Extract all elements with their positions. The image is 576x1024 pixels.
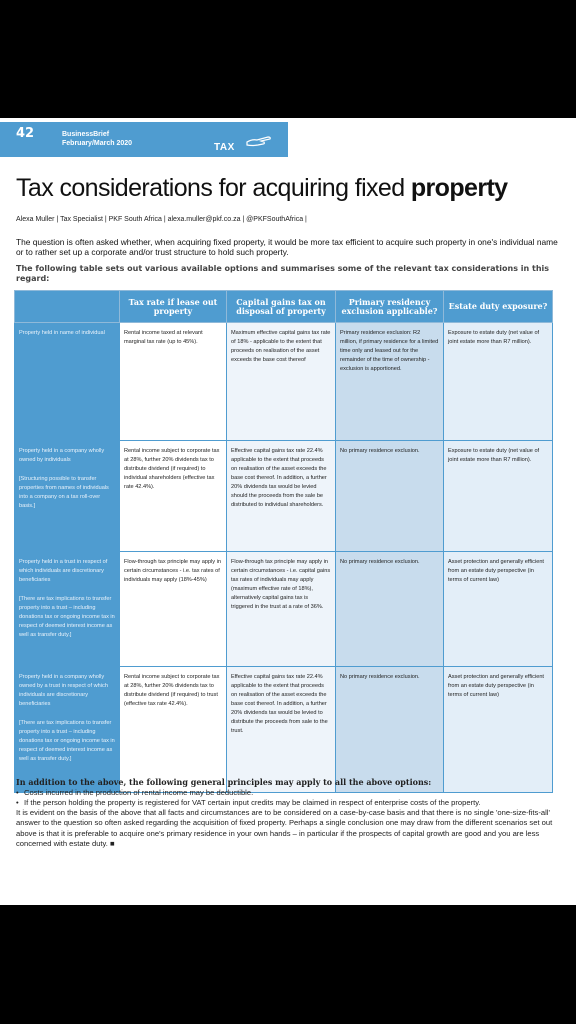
table-cell: Primary residence exclusion: R2 million, if primary residence for a limited time only and leased out for the remainder of the time of ownership - exclusion is apportioned. [336,323,444,441]
issue-date: February/March 2020 [62,140,133,147]
list-item: • Costs incurred in the production of rental income may be deductible. [16,788,564,798]
row-label-note: [Structuring possible to transfer properties from names of individuals into a company on a tax roll-over basis.] [19,476,109,509]
tax-options-table [14,290,553,793]
table-row [15,323,553,441]
table-row [15,667,553,793]
table-cell: Rental income taxed at relevant marginal tax rate (up to 45%). [120,323,227,441]
row-label-text: Property held in a company wholly owned by a trust in respect of which individuals are discretionary beneficiaries [19,674,108,707]
title-bold: property [410,174,508,202]
section-label: TAX [214,142,235,153]
row-label-text: Property held in a trust in respect of which individuals are discretionary beneficiaries [19,559,108,583]
magazine-page [0,118,576,905]
table-cell: Flow-through tax principle may apply in certain circumstances - i.e. tax rates of individuals may apply (18%-45%) [120,552,227,667]
table-cell: Maximum effective capital gains tax rate of 18% - applicable to the extent that proceeds on realisation of the asset exceeds the base cost thereof [227,323,336,441]
byline: Alexa Muller | Tax Specialist | PKF South Africa | alexa.muller@pkf.co.za | @PKFSouthAfrica | [16,216,307,223]
column-header: Primary residency exclusion applicable? [336,291,444,323]
table-cell: No primary residence exclusion. [336,552,444,667]
table-cell: Rental income subject to corporate tax at 28%, further 20% dividends tax to distribute dividend (if required) to individual shareholders (effective tax rate 42.4%). [120,441,227,552]
table-header-row [15,291,553,323]
column-header: Tax rate if lease out property [120,291,227,323]
table-cell: Effective capital gains tax rate 22.4% applicable to the extent that proceeds on realisation of the asset exceeds the base cost thereof. In addition, a further 20% dividends tax would be levied to distribute the proceeds from sale to the trust. [227,667,336,793]
article-title [16,174,507,203]
page-number: 42 [16,126,35,141]
row-label-text: Property held in name of individual [19,330,105,336]
column-header: Capital gains tax on disposal of property [227,291,336,323]
footer-heading: In addition to the above, the following general principles may apply to all the above options: [16,777,432,787]
conclusion-paragraph: It is evident on the basis of the above that all facts and circumstances are to be considered on a case-by-case basis and that there is no single 'one-size-fits-all' answer to the question so often asked regarding the acquisition of fixed property. Perhaps a single conclusion one may draw from the different scenarios set out above is that it is preferable to acquire one's primary residence in your own hands – in particular if the prospects of capital growth are good and you are less concerned with estate duty. ■ [16,808,553,849]
pointing-hand-icon [246,133,272,149]
header-blank-cell [15,291,120,323]
article-footer [16,777,564,850]
table-cell: No primary residence exclusion. [336,441,444,552]
row-label [15,441,120,552]
intro-paragraph: The question is often asked whether, when acquiring fixed property, it would be more tax efficient to acquire such property in one's individual name or to rather set up a corporate and/or trust structure to hold such property. [16,237,558,257]
column-header: Estate duty exposure? [444,291,553,323]
table-cell: Asset protection and generally efficient from an estate duty perspective (in terms of current law) [444,667,553,793]
table-cell: Asset protection and generally efficient from an estate duty perspective (in terms of current law) [444,552,553,667]
row-label [15,323,120,441]
table-cell: Rental income subject to corporate tax at 28%, further 20% dividends tax to distribute dividend (if required) to trust (effective tax rate 42.4%). [120,667,227,793]
table-row [15,552,553,667]
row-label-note: [There are tax implications to transfer property into a trust – including donations tax or ongoing income tax in respect of deemed interest income as well as transfer duty.] [19,596,115,638]
title-regular: Tax considerations for acquiring fixed [16,174,411,202]
intro-table-lead: The following table sets out various available options and summarises some of the relevant tax considerations in this regard: [16,264,550,283]
principles-list [16,788,564,808]
row-label [15,552,120,667]
page-header-band [0,122,288,157]
publication-name: BusinessBrief [62,131,110,138]
list-item: • If the person holding the property is registered for VAT certain input credits may be claimed in respect of enterprise costs of the property. [16,798,564,808]
row-label-note: [There are tax implications to transfer property into a trust – including donations tax or ongoing income tax in respect of deemed interest income as well as transfer duty.] [19,720,115,762]
table-cell: Flow-through tax principle may apply in certain circumstances - i.e. capital gains tax rates of individuals may apply (maximum effective rate of 18%), alternatively capital gains tax is triggered in the trust at a rate of 36%. [227,552,336,667]
table-row [15,441,553,552]
table-cell: No primary residence exclusion. [336,667,444,793]
row-label [15,667,120,793]
table-cell: Effective capital gains tax rate 22.4% applicable to the extent that proceeds on realisation of the asset exceeds the base cost thereof. In addition, a further 20% dividends tax would be levied should the proceeds from the sale be distributed to individual shareholders. [227,441,336,552]
table-cell: Exposure to estate duty (net value of joint estate more than R7 million). [444,441,553,552]
publication-info [62,130,132,148]
table-cell: Exposure to estate duty (net value of joint estate more than R7 million). [444,323,553,441]
row-label-text: Property held in a company wholly owned by individuals [19,448,105,463]
